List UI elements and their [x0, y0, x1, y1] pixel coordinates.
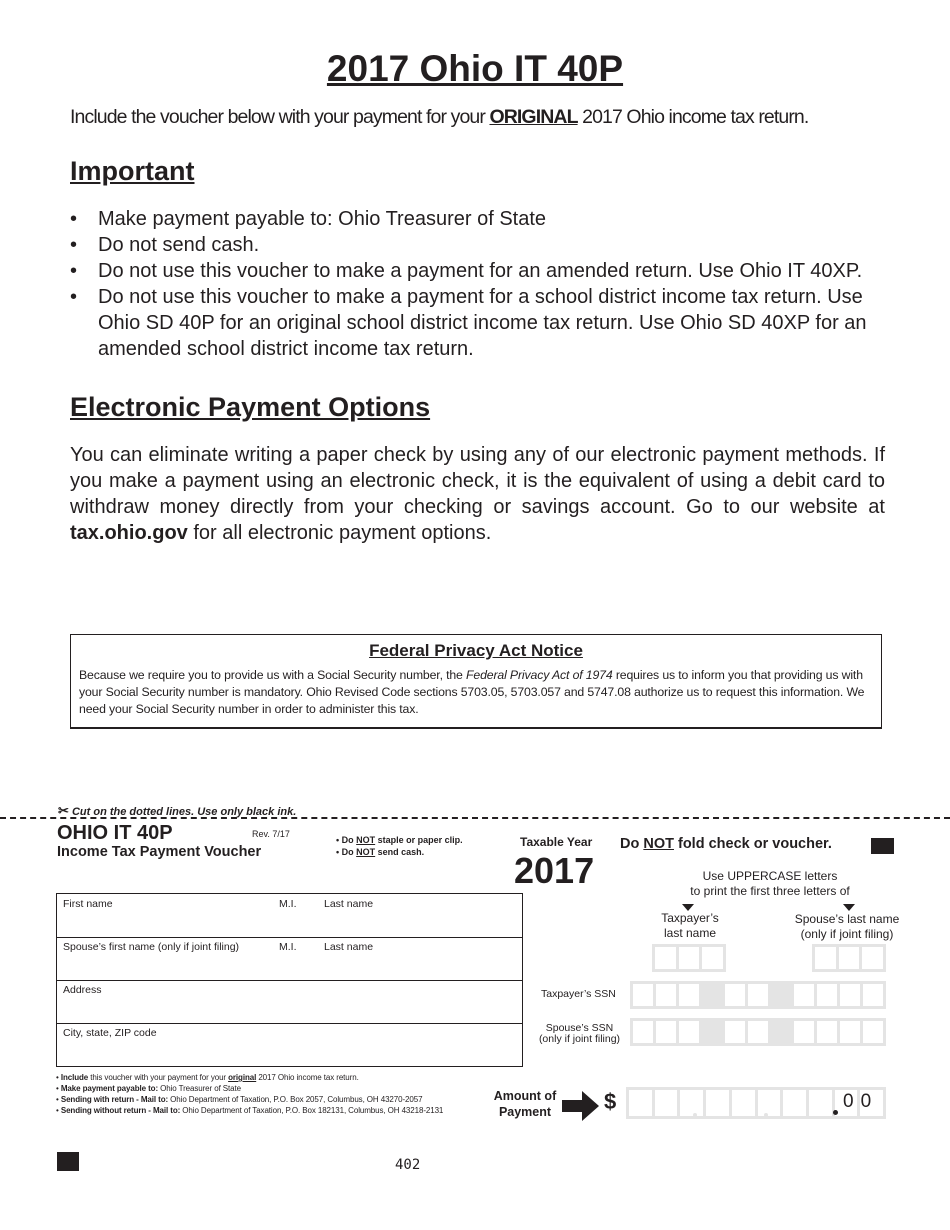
- uppercase-note: [650, 869, 890, 899]
- mi-label: M.I.: [279, 898, 297, 910]
- instruction-item: • Make payment payable to: Ohio Treasurer of State: [56, 1084, 241, 1093]
- list-item: • Do not use this voucher to make a payment for an amended return. Use Ohio IT 40XP.: [70, 258, 900, 284]
- city-state-zip-label: City, state, ZIP code: [63, 1027, 157, 1039]
- privacy-body: [79, 667, 873, 718]
- form-code: 402: [395, 1157, 421, 1173]
- first-name-label: First name: [63, 898, 113, 910]
- spouse-name-row[interactable]: [57, 937, 522, 981]
- comma-mark: [693, 1113, 697, 1117]
- spouse-last-name-boxes[interactable]: [812, 944, 886, 972]
- important-list: [70, 206, 900, 362]
- dollar-sign: $: [604, 1089, 617, 1114]
- taxpayer-ssn-boxes[interactable]: [630, 981, 886, 1009]
- voucher-note: • Do NOT staple or paper clip.: [336, 835, 463, 845]
- decimal-point: [833, 1110, 838, 1115]
- registration-mark: [871, 838, 894, 854]
- voucher-notes: [336, 834, 463, 858]
- electronic-heading: Electronic Payment Options: [70, 392, 431, 422]
- list-item: • Do not send cash.: [70, 232, 900, 258]
- taxable-year-label: Taxable Year: [520, 835, 593, 849]
- cut-note: [58, 803, 296, 819]
- voucher-note: • Do NOT send cash.: [336, 847, 425, 857]
- spouse-ssn-boxes[interactable]: [630, 1018, 886, 1046]
- voucher-instructions: [56, 1072, 443, 1116]
- revision-label: Rev. 7/17: [252, 829, 290, 839]
- privacy-notice: [70, 634, 882, 729]
- amount-label: Amount of Payment: [493, 1089, 557, 1119]
- instruction-item: • Sending without return - Mail to: Ohio Department of Taxation, P.O. Box 182131, Columbus, OH 43218-2131: [56, 1106, 444, 1115]
- spouse-mi-label: M.I.: [279, 941, 297, 953]
- address-row[interactable]: [57, 980, 522, 1024]
- privacy-body-end: requires us to inform you that providing us with your Social Security number is mandatory. Ohio Revised Code sections 5703.05, 5703.057 and 5747.08 authorize us to request this information. We need your Social Security number in order to administer this tax.: [79, 668, 865, 716]
- instruction-item: • Include this voucher with your payment for your original 2017 Ohio income tax return.: [56, 1073, 359, 1082]
- spouse-last-name-label: Spouse’s last name (only if joint filing): [794, 912, 900, 941]
- arrow-down-icon: [843, 904, 855, 911]
- taxpayer-last-name-label: Taxpayer’s last name: [661, 911, 719, 940]
- privacy-body-start: Because we require you to provide us with a Social Security number, the: [79, 668, 467, 682]
- spouse-first-name-label: Spouse’s first name (only if joint filing): [63, 941, 240, 953]
- electronic-text-end: for all electronic payment options.: [187, 522, 492, 544]
- intro-emphasis: ORIGINAL: [489, 106, 578, 128]
- intro-text: [70, 106, 808, 129]
- important-heading: Important: [70, 156, 195, 186]
- instruction-item: • Sending with return - Mail to: Ohio Department of Taxation, P.O. Box 2057, Columbus, OH 43270-2057: [56, 1095, 423, 1104]
- registration-mark: [57, 1152, 79, 1171]
- intro-text-end: 2017 Ohio income tax return.: [577, 106, 809, 128]
- page-title: 2017 Ohio IT 40P: [326, 48, 624, 89]
- last-name-label: Last name: [324, 898, 374, 910]
- taxpayer-last-name-boxes[interactable]: [652, 944, 726, 972]
- website-link[interactable]: tax.ohio.gov: [70, 522, 188, 544]
- spouse-ssn-label: Spouse’s SSN (only if joint filing): [538, 1022, 621, 1045]
- spouse-last-name-field-label: Last name: [324, 941, 374, 953]
- no-fold-notice: Do NOT fold check or voucher.: [620, 836, 832, 852]
- arrow-right-icon: [562, 1090, 600, 1122]
- act-name: Federal Privacy Act of 1974: [466, 668, 613, 682]
- uppercase-note-line2: to print the first three letters of: [690, 884, 850, 898]
- taxable-year-value: 2017: [514, 850, 595, 891]
- intro-text-start: Include the voucher below with your payment for your: [70, 106, 490, 128]
- name-address-table: [56, 893, 523, 1067]
- cents-value: 00: [843, 1091, 879, 1112]
- electronic-text: [70, 442, 885, 546]
- voucher-title: OHIO IT 40P: [57, 822, 173, 844]
- scissors-icon: ✂: [58, 803, 69, 818]
- taxpayer-ssn-label: Taxpayer’s SSN: [541, 988, 616, 1000]
- privacy-title: Federal Privacy Act Notice: [369, 641, 583, 660]
- electronic-text-start: You can eliminate writing a paper check by using any of our electronic payment methods. If you make a payment using an electronic check, it is the equivalent of using a debit card to withdraw money directly from your checking or savings account. Go to our website at: [70, 444, 885, 518]
- list-item: • Make payment payable to: Ohio Treasurer of State: [70, 206, 900, 232]
- uppercase-note-line1: Use UPPERCASE letters: [702, 869, 838, 883]
- comma-mark: [764, 1113, 768, 1117]
- voucher-subtitle: Income Tax Payment Voucher: [57, 844, 262, 860]
- list-item: • Do not use this voucher to make a payment for a school district income tax return. Use Ohio SD 40P for an original school district income tax return. Use Ohio SD 40XP for an amended school district income tax return.: [70, 284, 900, 362]
- name-row[interactable]: [57, 894, 522, 938]
- cut-note-text: Cut on the dotted lines. Use only black ink.: [71, 806, 297, 818]
- arrow-down-icon: [682, 904, 694, 911]
- address-label: Address: [63, 984, 102, 996]
- city-row[interactable]: [57, 1023, 522, 1066]
